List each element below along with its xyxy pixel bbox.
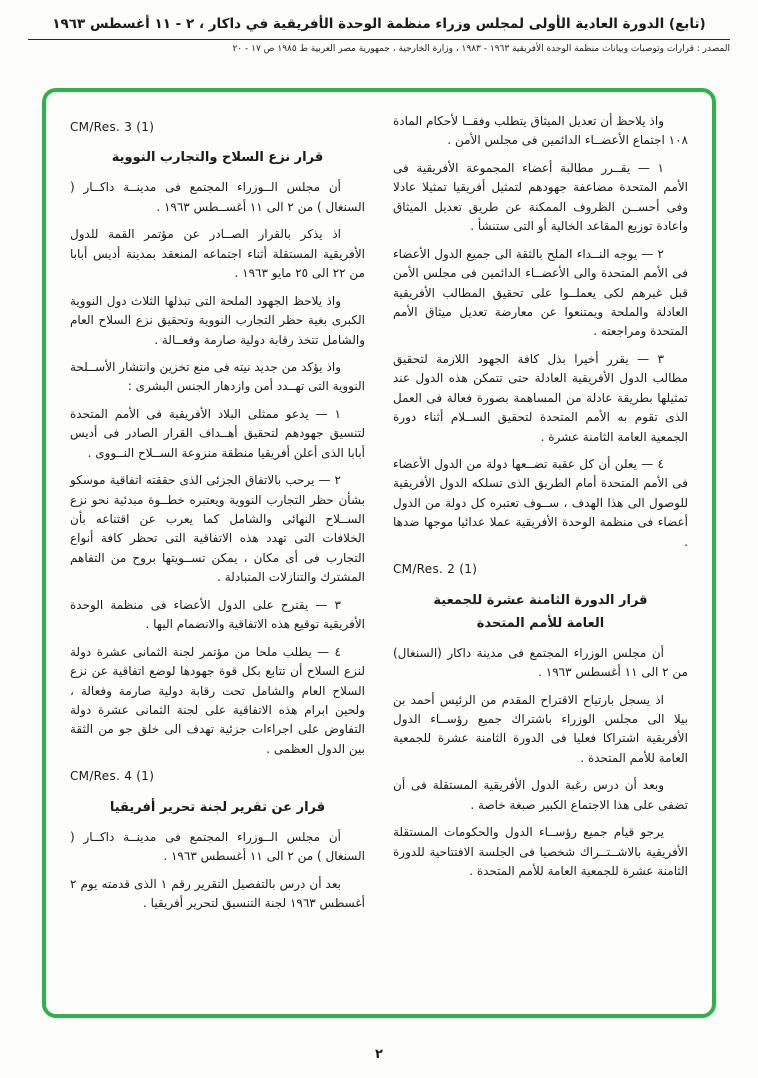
resolution-code: CM/Res. 3 (1) — [70, 120, 155, 134]
paragraph: اذ يذكر بالقرار الصــادر عن مؤتمر القمة للدول الأفريقية المستقلة أثناء اجتماعه المنعقد بمدينة أديس أبابا من ٢٢ الى ٢٥ مايو ١٩٦٣ . — [70, 227, 365, 281]
right-column — [393, 112, 688, 998]
text-columns — [70, 112, 688, 998]
page-title: (تابع) الدورة العادية الأولى لمجلس وزراء منظمة الوحدة الأفريقية في داكار ، ٢ - ١١ أغسطس ١٩٦٣ — [52, 16, 706, 32]
paragraph: وبعد أن درس رغبة الدول الأفريقية المستقلة فى أن تضفى على هذا الاجتماع الكبير صبغة خاصة . — [393, 778, 688, 812]
resolution-heading: قرار عن تقرير لجنة تحرير أفريقيا — [109, 799, 326, 815]
left-column — [70, 112, 365, 998]
numbered-clause: ١ — يقــرر مطالبة أعضاء المجموعة الأفريقية فى الأمم المتحدة مضاعفة جهودهم لتمثيل أفريقيا تمثيلا عادلا وفى أحســن الظروف الممكنة عن طريق تعديل الميثاق واعادة توزيع المقاعد الخالية أو التى ستنشأ . — [393, 160, 688, 234]
numbered-clause: ٣ — يقرر أخيرا بذل كافة الجهود اللازمة لتحقيق مطالب الدول الأفريقية العادلة حتى تتمكن هذه الدول عند تمثيلها بطريقة عادلة من المساهمة بصورة فعالة فى العمل الذى تقوم به الأمم المتحدة لتحقيق الســلام أثناء دورة الجمعية العامة الثامنة عشرة . — [393, 351, 688, 444]
resolution-heading: قرار الدورة الثامنة عشرة للجمعية — [433, 592, 648, 608]
source-line: المصدر : قرارات وتوصيات وبيانات منظمة الوحدة الأفريقية ١٩٦٣ - ١٩٨٣ ، وزارة الخارجية ، جمهورية مصر العربية ط ١٩٨٥ ص ١٧ - ٢٠ — [232, 44, 730, 54]
paragraph: واذ يؤكد من جديد نيته فى منع تخزين وانتشار الأســلحة النووية التى تهــدد أمن وازدهار الجنس البشرى : — [70, 359, 365, 394]
paragraph: أن مجلس الــوزراء المجتمع فى مدينــة داكــار ( السنغال ) من ٢ الى ١١ أغســطس ١٩٦٣ . — [70, 180, 365, 214]
resolution-code: CM/Res. 4 (1) — [70, 769, 155, 784]
numbered-clause: ٤ — يطلب ملحا من مؤتمر لجنة الثمانى عشرة دولة لنزع السلاح أن تتابع بكل قوة جهودها لوضع اتفاقية عن نزع السلاح العام والشامل تحت رقابة دولية صارمة وفعالة ، ولحين ابرام هذه الاتفاقية على لجنة الثمانى عشرة دولة التفاوض على اجراءات جزئية تهدف الى خلق جو من الثقة بين الدول العظمى . — [70, 644, 365, 756]
page-number: ٢ — [375, 1047, 383, 1062]
paragraph: واذ يلاحظ الجهود الملحة التى تبذلها الثلاث دول النووية الكبرى بغية حظر التجارب النووية وتحقيق نزع السلاح العام والشامل تتخذ رقابة دولية صارمة وفعــالة . — [70, 293, 365, 347]
paragraph: بعد أن درس بالتفصيل التقرير رقم ١ الذى قدمته يوم ٢ أغسطس ١٩٦٣ لجنة التنسيق لتحرير أفريقيا . — [70, 876, 365, 911]
paragraph: يرجو قيام جميع رؤســاء الدول والحكومات المستقلة الأفريقية بالاشــتــراك شخصيا فى الجلسة الافتتاحية للدورة الثامنة عشرة للجمعية العامة للأمم المتحدة . — [393, 825, 688, 879]
paragraph: اذ يسجل بارتياح الاقتراح المقدم من الرئيس أحمد بن بيلا الى مجلس الوزراء باشتراك جميع رؤســاء الدول الأفريقية اشتراكا فعليا فى الدورة الثامنة عشرة للجمعية العامة للأمم المتحدة . — [393, 692, 688, 765]
numbered-clause: ٣ — يقترح على الدول الأعضاء فى منظمة الوحدة الأفريقية توقيع هذه الاتفاقية والانضمام اليها . — [70, 597, 365, 632]
content-frame — [42, 88, 716, 1018]
resolution-heading: قرار نزع السلاح والتجارب النووية — [111, 150, 324, 166]
resolution-heading-line2: العامة للأمم المتحدة — [476, 615, 605, 631]
header-divider — [28, 39, 730, 40]
paragraph: أن مجلس الوزراء المجتمع فى مدينة داكار (السنغال) من ٢ الى ١١ أغسطس ١٩٦٣ . — [393, 645, 688, 680]
numbered-clause: ٢ — يوجه النــداء الملح بالثقة الى جميع الدول الأعضاء فى الأمم المتحدة والى الأعضــاء الدائمين فى مجلس الأمن قبل غيرهم لكى يعملــوا على تحقيق المطالب الأفريقية العادلة والملحة ويمتنعوا عن معارضة تعديل ميثاق الأمم المتحدة ومراجعته . — [393, 246, 688, 339]
numbered-clause: ١ — يدعو ممثلى البلاد الأفريقية فى الأمم المتحدة لتنسيق جهودهم لتحقيق أهــداف القرار الصادر فى أديس أبابا الذى أعلن أفريقيا منطقة منزوعة الســلاح النــووى . — [70, 406, 365, 460]
paragraph: أن مجلس الــوزراء المجتمع فى مدينــة داكــار ( السنغال ) من ٢ الى ١١ أغسطس ١٩٦٣ . — [70, 829, 365, 864]
numbered-clause: ٤ — يعلن أن كل عقبة تضــعها دولة من الدول الأعضاء فى الأمم المتحدة أمام الطريق الذى تسلكه الدول الأفريقية للوصول الى هذا الهدف ، ســوف تعتبره كل دولة من الدول أعضاء فى منظمة الوحدة الأفريقية عملا عدائيا موجها ضدها . — [393, 457, 688, 549]
numbered-clause: ٢ — يرحب بالاتفاق الجزئى الذى حققته اتفاقية موسكو بشأن حظر التجارب النووية ويعتبره خطــوة مبدئية نحو نزع الســلاح النهائى والشامل كما يعرب عن اقتناعه بأن الخلافات التى تهدد هذه الاتفاقية التى تحظر كافة أنواع التجارب فى أى مكان ، يمكن تســويتها بروح من التفاهم المشترك والتنازلات المتبادلة . — [70, 473, 365, 585]
resolution-code: CM/Res. 2 (1) — [393, 562, 478, 577]
paragraph: واذ يلاحظ أن تعديل الميثاق يتطلب وفقــا لأحكام المادة ١٠٨ اجتماع الأعضــاء الدائمين فى مجلس الأمن . — [393, 114, 688, 148]
